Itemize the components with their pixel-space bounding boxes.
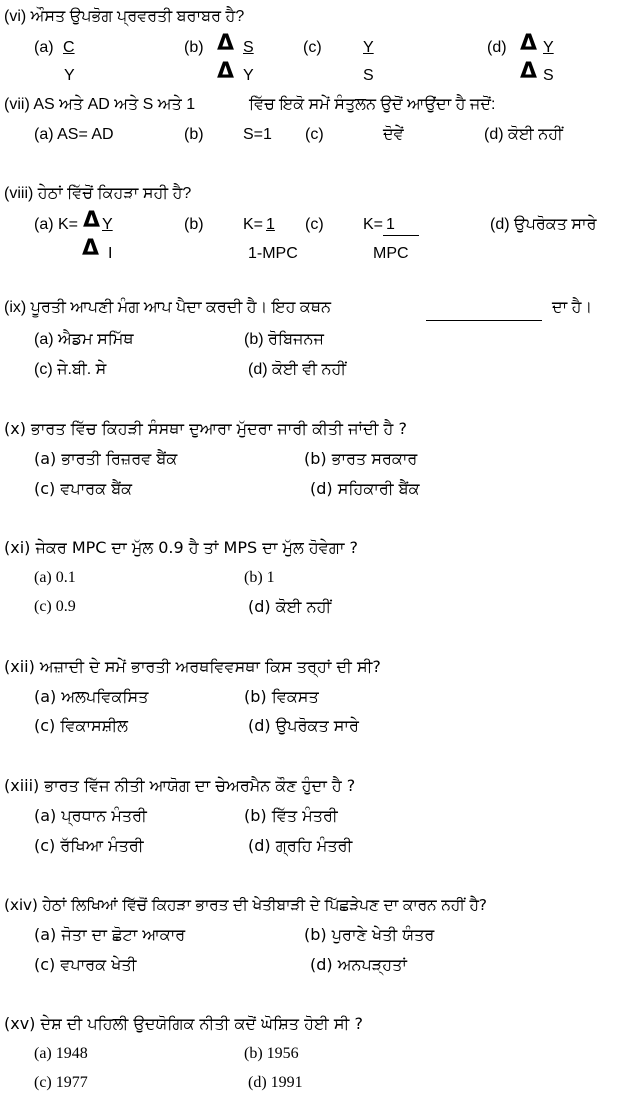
q6-option-d-numerator: Y [543, 39, 554, 56]
q11-option-c: (c) 0.9 [34, 598, 76, 615]
question-13: (xiii) ਭਾਰਤ ਵਿੱਜ ਨੀਤੀ ਆਯੋਗ ਦਾ ਚੇਅਰਮੈਨ ਕੌਣ ਹੁੰਦਾ ਹੈ ? [4, 776, 356, 795]
q13-option-b: (b) ਵਿੱਤ ਮੰਤਰੀ [244, 806, 338, 825]
q11-option-d: (d) ਕੋਈ ਨਹੀਂ [248, 597, 332, 616]
q14-option-c: (c) ਵਪਾਰਕ ਖੇਤੀ [34, 955, 137, 974]
q15-option-a: (a) 1948 [34, 1045, 88, 1062]
q11-option-a: (a) 0.1 [34, 569, 76, 586]
q6-option-d-denominator: S [543, 67, 554, 84]
q12-option-d: (d) ਉਪਰੋਕਤ ਸਾਰੇ [248, 716, 359, 735]
q8-option-c-numerator: 1 [386, 216, 395, 233]
question-7-prefix: (vii) AS ਅਤੇ AD ਅਤੇ S ਅਤੇ 1 [4, 96, 196, 113]
q12-option-b: (b) ਵਿਕਸਤ [244, 687, 319, 706]
delta-icon: Δ [82, 236, 100, 261]
q6-option-b-denominator: Y [243, 67, 254, 84]
q15-option-b: (b) 1956 [244, 1045, 299, 1062]
question-12: (xii) ਅਜ਼ਾਦੀ ਦੇ ਸਮੇਂ ਭਾਰਤੀ ਅਰਥਵਿਵਸਥਾ ਕਿਸ ਤਰ੍ਹਾਂ ਦੀ ਸੀ? [4, 657, 381, 676]
q8-option-b-denominator: 1-MPC [248, 245, 298, 262]
q10-option-a: (a) ਭਾਰਤੀ ਰਿਜ਼ਰਵ ਬੈਂਕ [34, 449, 178, 468]
delta-icon: Δ [520, 31, 538, 56]
q14-option-d: (d) ਅਨਪੜ੍ਹਤਾਂ [310, 955, 407, 974]
q12-option-a: (a) ਅਲਪਵਿਕਸਿਤ [34, 687, 149, 706]
q6-option-d-label: (d) [487, 39, 507, 56]
q8-option-d: (d) ਉਪਰੋਕਤ ਸਾਰੇ [490, 216, 597, 233]
q6-option-a-denominator: Y [64, 67, 75, 84]
q7-option-c-label: (c) [305, 126, 324, 143]
q11-option-b: (b) 1 [244, 569, 275, 586]
question-8: (viii) ਹੇਠਾਂ ਵਿੱਚੋਂ ਕਿਹੜਾ ਸਹੀ ਹੈ? [4, 185, 192, 202]
q14-option-a: (a) ਜੋਤਾ ਦਾ ਛੋਟਾ ਆਕਾਰ [34, 925, 186, 944]
q10-option-d: (d) ਸਹਿਕਾਰੀ ਬੈਂਕ [310, 479, 420, 498]
question-15: (xv) ਦੇਸ਼ ਦੀ ਪਹਿਲੀ ਉਦਯੋਗਿਕ ਨੀਤੀ ਕਦੋਂ ਘੋਸ਼ਿਤ ਹੋਈ ਸੀ ? [4, 1014, 363, 1033]
q6-option-c-numerator: Y [363, 39, 374, 56]
question-9-prefix: (ix) ਪੂਰਤੀ ਆਪਣੀ ਮੰਗ ਆਪ ਪੈਦਾ ਕਰਦੀ ਹੈ। ਇਹ ਕਥਨ [4, 299, 331, 316]
delta-icon: Δ [83, 208, 101, 233]
q7-option-b-label: (b) [184, 126, 204, 143]
question-7-suffix: ਵਿੱਚ ਇਕੋ ਸਮੇਂ ਸੰਤੁਲਨ ਉਦੋਂ ਆਉਂਦਾ ਹੈ ਜਦੋਂ: [249, 96, 496, 113]
q13-option-d: (d) ਗ੍ਰਹਿ ਮੰਤਰੀ [248, 836, 353, 855]
q7-option-d: (d) ਕੋਈ ਨਹੀਂ [484, 126, 563, 143]
q9-option-b: (b) ਰੋਬਿਜਨਜ [244, 331, 324, 348]
q8-option-a-denominator: I [108, 245, 113, 262]
q9-option-a: (a) ਐਡਮ ਸਮਿੱਥ [34, 331, 134, 348]
question-10: (x) ਭਾਰਤ ਵਿੱਚ ਕਿਹੜੀ ਸੰਸਥਾ ਦੁਆਰਾ ਮੁੱਦਰਾ ਜਾਰੀ ਕੀਤੀ ਜਾਂਦੀ ਹੈ ? [4, 419, 407, 438]
q15-option-c: (c) 1977 [34, 1074, 88, 1091]
q8-option-a-label: (a) K= [34, 216, 79, 233]
q6-option-a-numerator: C [63, 39, 75, 56]
q7-option-b: S=1 [243, 126, 272, 143]
q6-option-b-label: (b) [184, 39, 204, 56]
answer-blank [426, 320, 542, 321]
q9-option-d: (d) ਕੋਈ ਵੀ ਨਹੀਂ [248, 361, 347, 378]
q8-option-c-denominator: MPC [373, 245, 409, 262]
question-14: (xiv) ਹੇਠਾਂ ਲਿਖਿਆਂ ਵਿੱਚੋਂ ਕਿਹੜਾ ਭਾਰਤ ਦੀ ਖੇਤੀਬਾੜੀ ਦੇ ਪਿੱਛੜੇਪਣ ਦਾ ਕਾਰਨ ਨਹੀਂ ਹੈ? [4, 896, 487, 914]
q10-option-b: (b) ਭਾਰਤ ਸਰਕਾਰ [304, 449, 418, 468]
delta-icon: Δ [520, 59, 538, 84]
question-6: (vi) ਔਸਤ ਉਪਭੋਗ ਪ੍ਰਵਰਤੀ ਬਰਾਬਰ ਹੈ? [4, 8, 245, 25]
q6-option-c-denominator: S [363, 67, 374, 84]
q8-option-c-prefix: K= [363, 216, 384, 233]
question-11: (xi) ਜੇਕਰ MPC ਦਾ ਮੁੱਲ 0.9 ਹੈ ਤਾਂ MPS ਦਾ ਮੁੱਲ ਹੋਵੇਗਾ ? [4, 538, 359, 557]
delta-icon: Δ [217, 59, 235, 84]
q8-option-b-prefix: K= [243, 216, 264, 233]
q8-option-c-label: (c) [305, 216, 324, 233]
q6-option-b-numerator: S [243, 39, 254, 56]
q10-option-c: (c) ਵਪਾਰਕ ਬੈਂਕ [34, 479, 133, 498]
fraction-line [383, 235, 419, 236]
q8-option-b-numerator: 1 [266, 216, 275, 233]
q6-option-c-label: (c) [303, 39, 322, 56]
q15-option-d: (d) 1991 [248, 1074, 303, 1091]
q14-option-b: (b) ਪੁਰਾਣੇ ਖੇਤੀ ਯੰਤਰ [304, 925, 435, 944]
q13-option-c: (c) ਰੱਖਿਆ ਮੰਤਰੀ [34, 836, 144, 855]
q9-option-c: (c) ਜੇ.ਬੀ. ਸੇ [34, 361, 107, 378]
q13-option-a: (a) ਪ੍ਰਧਾਨ ਮੰਤਰੀ [34, 806, 147, 825]
q7-option-c: ਦੋਵੇਂ [383, 126, 404, 143]
delta-icon: Δ [217, 31, 235, 56]
question-9-suffix: ਦਾ ਹੈ। [552, 299, 593, 316]
q8-option-b-label: (b) [184, 216, 204, 233]
q12-option-c: (c) ਵਿਕਾਸਸ਼ੀਲ [34, 716, 128, 735]
q8-option-a-numerator: Y [102, 216, 113, 233]
q6-option-a-label: (a) [34, 39, 54, 56]
q7-option-a: (a) AS= AD [34, 126, 114, 143]
